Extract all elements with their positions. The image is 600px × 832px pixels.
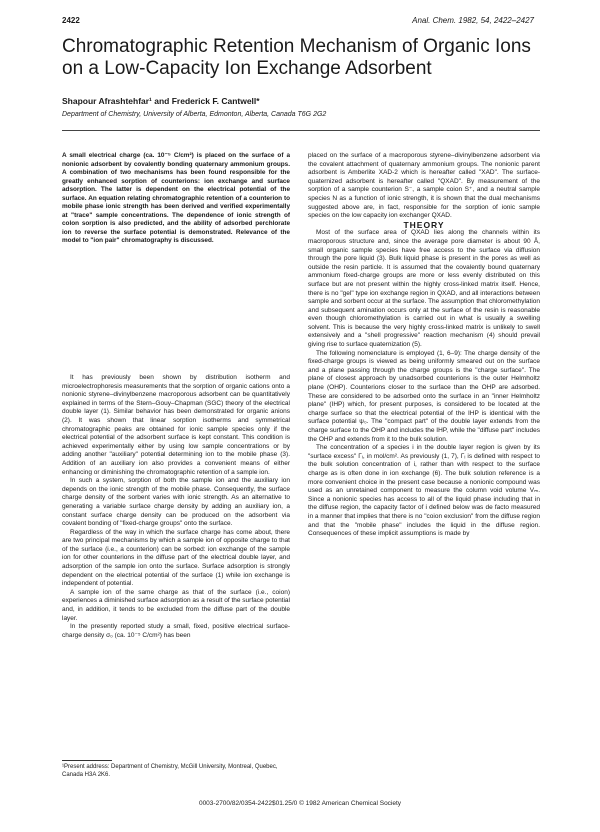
body-paragraph: Most of the surface area of QXAD lies along the channels within its macroporous structure and, since the average pore diameter is about 90 Å, small organic sample species have free access to the surface via diffusion through the pore liquid (3). Bulk liquid phase is present in the pores as well as outside the resin particle. It is assumed that the covalently bound quaternary ammonium fixed-charge groups are more or less evenly distributed on this surface but are not present within the highly cross-linked matrix itself. Hence, there is no "gel" type ion exchange region in QXAD, and all interactions between sample and sorbent occur at the surface. The assumption that chloromethylation and subsequent amination occurs only at the surface of the resin is reasonable even though chloromethylation is carried out in what is usually a swelling solvent. This is because the very highly cross-linked matrix is unlikely to swell extensively and a "shell progressive" reaction mechanism (4) should prevail giving rise to surface quaternization (5). xyxy=(308,229,540,349)
body-paragraph: The concentration of a species i in the double layer region is given by its "surface excess" Γᵢ, in mol/cm². As previously (1, 7), Γᵢ is defined with respect to the bulk solution concentration of i, rather than with respect to the surface charge as is often done in ion exchange (6). The bulk solution reference is a more convenient choice in the present case because a nonionic compound was used as an unretained component to measure the column void volume Vₘ. Since a nonionic species has access to all of the liquid phase including that in the diffuse region, the capacity factor of i defined below was de facto measured in a manner that implies that there is no "coion exclusion" from the diffuse region and that the "mobile phase" includes the liquid in the diffuse region. Consequences of these implicit assumptions is made by xyxy=(308,444,540,538)
body-paragraph: placed on the surface of a macroporous styrene–divinylbenzene adsorbent via the covalent attachment of quaternary ammonium groups. The nonionic parent adsorbent is Amberlite XAD-2 which is hereafter called "XAD". The surface-quaternized adsorbent is hereafter called "QXAD". By measurement of the sorption of a sample counterion S⁻, a sample coion S⁺, and a neutral sample species N as a function of ionic strength, it is shown that the dual mechanisms suggested above are, in fact, responsible for the sorption of ionic sample species on the low capacity ion exchanger QXAD. xyxy=(308,152,540,220)
body-paragraph: It has previously been shown by distribution isotherm and microelectrophoresis measurements that the sorption of organic cations onto a nonionic styrene–divinylbenzene macroporous adsorbent can be quantitatively explained in terms of the Stern–Gouy–Chapman (SGC) theory of the electrical double layer (1). Similar behavior has been demonstrated for organic anions (2). It was shown that linear sorption isotherms and symmetrical chromatographic peaks are obtained for ionic sample species only if the electrical potential of the adsorbent surface is kept constant. This condition is achieved experimentally either by using low sample concentrations or by adding another "auxiliary" potential determining ion to the mobile phase (3). Addition of an auxiliary ion also provides a convenient means of either enhancing or diminishing the chromatographic retention of a sample ion. xyxy=(62,374,290,476)
author-line: Shapour Afrashtehfar¹ and Frederick F. Cantwell* xyxy=(62,96,260,106)
body-paragraph: In the presently reported study a small, fixed, positive electrical surface-charge density σ₀ (ca. 10⁻⁵ C/cm²) has been xyxy=(62,623,290,639)
abstract: A small electrical charge (ca. 10⁻⁵ C/cm²) is placed on the surface of a nonionic adsorbent by covalently bonding quaternary ammonium groups. A combination of two mechanisms has been found responsible for the greatly enhanced sorption of counterions: ion exchange and surface adsorption. The latter is dependent on the electrical potential of the surface. An equation relating chromatographic retention of a counterion to mobile phase ionic strength has been derived and verified experimentally at "trace" sample concentrations. The dependence of ionic strength of colon sorption is also predicted, and the ability of adsorbed perchlorate ion to reverse the surface potential is demonstrated. Relevance of the model to "ion pair" chromatography is discussed. xyxy=(62,152,290,244)
body-paragraph: A sample ion of the same charge as that of the surface (i.e., coion) experiences a diminished surface adsorption as a result of the surface potential and, in addition, it tends to be excluded from the diffuse part of the double layer. xyxy=(62,588,290,622)
right-column xyxy=(308,152,540,794)
body-paragraph: The following nomenclature is employed (1, 6–9): The charge density of the fixed-charge groups is viewed as being uniformly smeared out on the surface and a plane passing through the charge groups is the "charge surface". The plane of closest approach by unadsorbed counterions is the outer Helmholtz plane (OHP). Counterions closer to the surface than the OHP are adsorbed. These are considered to be adsorbed onto the surface in an "inner Helmholtz plane" (IHP) which, for present purposes, is considered to be located at the charge surface so that the electrical potential of the IHP is identical with the surface potential ψ₀. The "compact part" of the double layer extends from the charge surface to the OHP and includes the IHP, while the "diffuse part" includes the OHP and extends from it to the bulk solution. xyxy=(308,349,540,443)
body-paragraph: In such a system, sorption of both the sample ion and the auxiliary ion depends on the ionic strength of the mobile phase. Consequently, the surface charge density of the sorbent varies with ionic strength. As an alternative to generating a variable surface charge density by adding an auxiliary ion, a constant surface charge density can be produced on the adsorbent via covalent bonding of "fixed-charge groups" onto the surface. xyxy=(62,477,290,528)
body-paragraph: Regardless of the way in which the surface charge has come about, there are two principal mechanisms by which a sample ion of opposite charge to that of the surface (i.e., a counterion) can be sorbed: ion exchange of the sample ion for other counterions in the diffuse part of the electrical double layer, and adsorption of the sample ion onto the surface. Surface adsorption is strongly dependent on the electrical potential of the surface (1) while ion exchange is independent of potential. xyxy=(62,528,290,588)
section-heading-theory: THEORY xyxy=(403,219,445,230)
affiliation: Department of Chemistry, University of Alberta, Edmonton, Alberta, Canada T6G 2G2 xyxy=(62,111,327,118)
left-column xyxy=(62,152,290,794)
page-header xyxy=(0,16,600,30)
header-divider xyxy=(62,130,540,131)
page-number: 2422 xyxy=(62,16,80,25)
footnote-divider xyxy=(62,760,112,761)
page-footer: 0003-2700/82/0354-2422$01.25/0 © 1982 American Chemical Society xyxy=(198,800,402,807)
journal-citation: Anal. Chem. 1982, 54, 2422–2427 xyxy=(412,16,534,25)
article-title: Chromatographic Retention Mechanism of Organic Ions on a Low-Capacity Ion Exchange Adsorbent xyxy=(62,36,531,79)
footnote: ¹Present address: Department of Chemistry, McGill University, Montreal, Quebec, Canada H3A 2K6. xyxy=(62,764,278,778)
